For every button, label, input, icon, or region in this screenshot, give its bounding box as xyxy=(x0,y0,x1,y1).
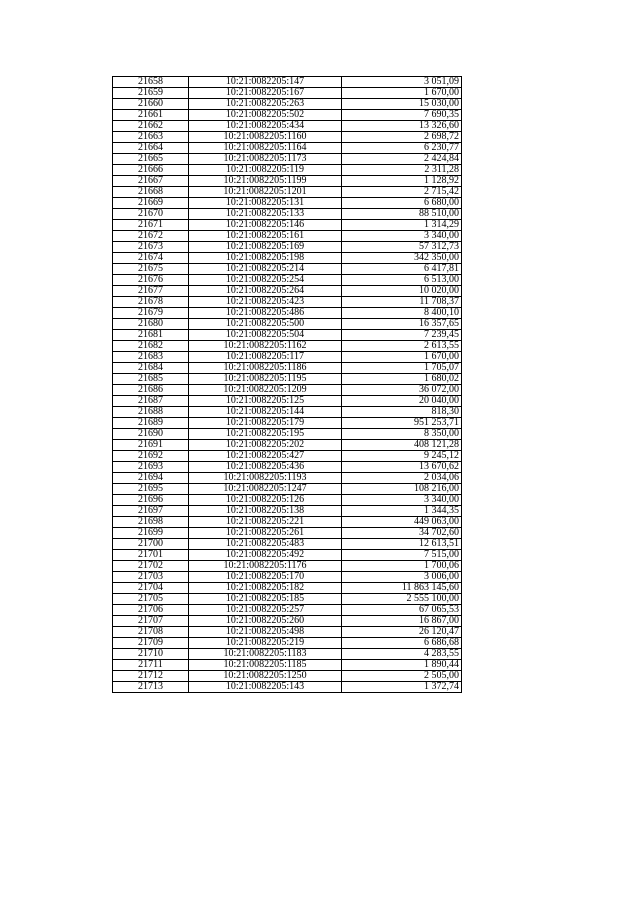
row-number-cell: 21689 xyxy=(113,418,189,429)
cadastral-value-cell: 7 239,45 xyxy=(342,330,462,341)
row-number-cell: 21711 xyxy=(113,660,189,671)
cadastral-value-cell: 1 314,29 xyxy=(342,220,462,231)
cadastral-value-cell: 9 245,12 xyxy=(342,451,462,462)
cadastral-value-cell: 13 326,60 xyxy=(342,121,462,132)
cadastral-value-cell: 8 400,10 xyxy=(342,308,462,319)
table-row xyxy=(113,242,462,253)
row-number-cell: 21665 xyxy=(113,154,189,165)
row-number-cell: 21661 xyxy=(113,110,189,121)
row-number-cell: 21688 xyxy=(113,407,189,418)
cadastral-value-cell: 8 350,00 xyxy=(342,429,462,440)
cadastral-value-cell: 3 006,00 xyxy=(342,572,462,583)
row-number-cell: 21681 xyxy=(113,330,189,341)
row-number-cell: 21678 xyxy=(113,297,189,308)
cadastral-number-cell: 10:21:0082205:504 xyxy=(189,330,342,341)
table-row xyxy=(113,77,462,88)
row-number-cell: 21704 xyxy=(113,583,189,594)
table-row xyxy=(113,660,462,671)
cadastral-number-cell: 10:21:0082205:257 xyxy=(189,605,342,616)
row-number-cell: 21709 xyxy=(113,638,189,649)
table-row xyxy=(113,550,462,561)
row-number-cell: 21698 xyxy=(113,517,189,528)
table-row xyxy=(113,462,462,473)
cadastral-number-cell: 10:21:0082205:219 xyxy=(189,638,342,649)
cadastral-number-cell: 10:21:0082205:131 xyxy=(189,198,342,209)
cadastral-number-cell: 10:21:0082205:117 xyxy=(189,352,342,363)
row-number-cell: 21701 xyxy=(113,550,189,561)
row-number-cell: 21697 xyxy=(113,506,189,517)
table-row xyxy=(113,473,462,484)
row-number-cell: 21682 xyxy=(113,341,189,352)
row-number-cell: 21694 xyxy=(113,473,189,484)
cadastral-value-table xyxy=(112,76,462,693)
cadastral-value-cell: 12 613,51 xyxy=(342,539,462,550)
cadastral-number-cell: 10:21:0082205:500 xyxy=(189,319,342,330)
cadastral-number-cell: 10:21:0082205:1186 xyxy=(189,363,342,374)
table-row xyxy=(113,330,462,341)
cadastral-value-cell: 1 680,02 xyxy=(342,374,462,385)
cadastral-value-cell: 6 680,00 xyxy=(342,198,462,209)
cadastral-number-cell: 10:21:0082205:260 xyxy=(189,616,342,627)
cadastral-value-cell: 6 513,00 xyxy=(342,275,462,286)
cadastral-number-cell: 10:21:0082205:182 xyxy=(189,583,342,594)
cadastral-number-cell: 10:21:0082205:185 xyxy=(189,594,342,605)
cadastral-number-cell: 10:21:0082205:1247 xyxy=(189,484,342,495)
cadastral-number-cell: 10:21:0082205:264 xyxy=(189,286,342,297)
row-number-cell: 21702 xyxy=(113,561,189,572)
table-row xyxy=(113,627,462,638)
row-number-cell: 21663 xyxy=(113,132,189,143)
cadastral-number-cell: 10:21:0082205:125 xyxy=(189,396,342,407)
row-number-cell: 21703 xyxy=(113,572,189,583)
cadastral-value-cell: 6 230,77 xyxy=(342,143,462,154)
cadastral-number-cell: 10:21:0082205:179 xyxy=(189,418,342,429)
table-row xyxy=(113,231,462,242)
cadastral-number-cell: 10:21:0082205:161 xyxy=(189,231,342,242)
cadastral-number-cell: 10:21:0082205:423 xyxy=(189,297,342,308)
table-row xyxy=(113,99,462,110)
row-number-cell: 21670 xyxy=(113,209,189,220)
cadastral-value-cell: 10 020,00 xyxy=(342,286,462,297)
cadastral-number-cell: 10:21:0082205:146 xyxy=(189,220,342,231)
cadastral-value-cell: 15 030,00 xyxy=(342,99,462,110)
cadastral-number-cell: 10:21:0082205:427 xyxy=(189,451,342,462)
cadastral-number-cell: 10:21:0082205:502 xyxy=(189,110,342,121)
cadastral-value-cell: 449 063,00 xyxy=(342,517,462,528)
table-row xyxy=(113,319,462,330)
row-number-cell: 21712 xyxy=(113,671,189,682)
table-row xyxy=(113,583,462,594)
cadastral-value-cell: 2 555 100,00 xyxy=(342,594,462,605)
cadastral-value-cell: 1 344,35 xyxy=(342,506,462,517)
cadastral-number-cell: 10:21:0082205:144 xyxy=(189,407,342,418)
row-number-cell: 21693 xyxy=(113,462,189,473)
cadastral-value-cell: 3 051,09 xyxy=(342,77,462,88)
cadastral-value-cell: 88 510,00 xyxy=(342,209,462,220)
cadastral-number-cell: 10:21:0082205:1193 xyxy=(189,473,342,484)
cadastral-number-cell: 10:21:0082205:254 xyxy=(189,275,342,286)
table-row xyxy=(113,253,462,264)
table-row xyxy=(113,297,462,308)
cadastral-value-cell: 16 867,00 xyxy=(342,616,462,627)
cadastral-value-cell: 2 715,42 xyxy=(342,187,462,198)
cadastral-number-cell: 10:21:0082205:483 xyxy=(189,539,342,550)
cadastral-value-cell: 1 890,44 xyxy=(342,660,462,671)
cadastral-value-cell: 2 034,06 xyxy=(342,473,462,484)
row-number-cell: 21669 xyxy=(113,198,189,209)
row-number-cell: 21666 xyxy=(113,165,189,176)
row-number-cell: 21686 xyxy=(113,385,189,396)
cadastral-number-cell: 10:21:0082205:214 xyxy=(189,264,342,275)
table-row xyxy=(113,572,462,583)
table-row xyxy=(113,154,462,165)
cadastral-value-cell: 1 670,00 xyxy=(342,352,462,363)
table-row xyxy=(113,286,462,297)
row-number-cell: 21706 xyxy=(113,605,189,616)
cadastral-number-cell: 10:21:0082205:1201 xyxy=(189,187,342,198)
row-number-cell: 21671 xyxy=(113,220,189,231)
cadastral-value-cell: 2 505,00 xyxy=(342,671,462,682)
cadastral-value-cell: 7 690,35 xyxy=(342,110,462,121)
table-row xyxy=(113,220,462,231)
table-row xyxy=(113,484,462,495)
cadastral-number-cell: 10:21:0082205:167 xyxy=(189,88,342,99)
cadastral-number-cell: 10:21:0082205:1164 xyxy=(189,143,342,154)
cadastral-value-cell: 1 705,07 xyxy=(342,363,462,374)
table-row xyxy=(113,121,462,132)
table-row xyxy=(113,418,462,429)
table-row xyxy=(113,495,462,506)
row-number-cell: 21696 xyxy=(113,495,189,506)
cadastral-number-cell: 10:21:0082205:169 xyxy=(189,242,342,253)
table-row xyxy=(113,88,462,99)
cadastral-value-cell: 342 350,00 xyxy=(342,253,462,264)
row-number-cell: 21679 xyxy=(113,308,189,319)
cadastral-number-cell: 10:21:0082205:1160 xyxy=(189,132,342,143)
table-row xyxy=(113,352,462,363)
cadastral-number-cell: 10:21:0082205:198 xyxy=(189,253,342,264)
cadastral-number-cell: 10:21:0082205:1250 xyxy=(189,671,342,682)
cadastral-number-cell: 10:21:0082205:434 xyxy=(189,121,342,132)
cadastral-value-cell: 57 312,73 xyxy=(342,242,462,253)
table-row xyxy=(113,649,462,660)
row-number-cell: 21708 xyxy=(113,627,189,638)
table-row xyxy=(113,209,462,220)
row-number-cell: 21662 xyxy=(113,121,189,132)
table-row xyxy=(113,275,462,286)
cadastral-number-cell: 10:21:0082205:1195 xyxy=(189,374,342,385)
cadastral-number-cell: 10:21:0082205:195 xyxy=(189,429,342,440)
cadastral-value-cell: 36 072,00 xyxy=(342,385,462,396)
table-row xyxy=(113,396,462,407)
cadastral-number-cell: 10:21:0082205:261 xyxy=(189,528,342,539)
row-number-cell: 21660 xyxy=(113,99,189,110)
cadastral-number-cell: 10:21:0082205:126 xyxy=(189,495,342,506)
row-number-cell: 21687 xyxy=(113,396,189,407)
table-row xyxy=(113,594,462,605)
cadastral-value-cell: 16 357,65 xyxy=(342,319,462,330)
table-row xyxy=(113,682,462,693)
cadastral-value-cell: 818,30 xyxy=(342,407,462,418)
table-row xyxy=(113,616,462,627)
cadastral-value-cell: 2 698,72 xyxy=(342,132,462,143)
cadastral-number-cell: 10:21:0082205:436 xyxy=(189,462,342,473)
cadastral-number-cell: 10:21:0082205:138 xyxy=(189,506,342,517)
cadastral-number-cell: 10:21:0082205:143 xyxy=(189,682,342,693)
table-row xyxy=(113,198,462,209)
cadastral-value-cell: 11 863 145,60 xyxy=(342,583,462,594)
row-number-cell: 21710 xyxy=(113,649,189,660)
row-number-cell: 21675 xyxy=(113,264,189,275)
row-number-cell: 21673 xyxy=(113,242,189,253)
cadastral-number-cell: 10:21:0082205:1176 xyxy=(189,561,342,572)
cadastral-value-cell: 408 121,28 xyxy=(342,440,462,451)
table-row xyxy=(113,308,462,319)
table-row xyxy=(113,638,462,649)
cadastral-number-cell: 10:21:0082205:1162 xyxy=(189,341,342,352)
row-number-cell: 21664 xyxy=(113,143,189,154)
cadastral-value-cell: 2 613,55 xyxy=(342,341,462,352)
cadastral-number-cell: 10:21:0082205:1199 xyxy=(189,176,342,187)
cadastral-number-cell: 10:21:0082205:498 xyxy=(189,627,342,638)
cadastral-value-cell: 3 340,00 xyxy=(342,231,462,242)
row-number-cell: 21658 xyxy=(113,77,189,88)
row-number-cell: 21672 xyxy=(113,231,189,242)
cadastral-value-cell: 3 340,00 xyxy=(342,495,462,506)
table-row xyxy=(113,528,462,539)
row-number-cell: 21683 xyxy=(113,352,189,363)
row-number-cell: 21685 xyxy=(113,374,189,385)
table-row xyxy=(113,429,462,440)
table-row xyxy=(113,506,462,517)
cadastral-number-cell: 10:21:0082205:1173 xyxy=(189,154,342,165)
row-number-cell: 21668 xyxy=(113,187,189,198)
cadastral-value-cell: 1 128,92 xyxy=(342,176,462,187)
table-row xyxy=(113,110,462,121)
row-number-cell: 21700 xyxy=(113,539,189,550)
row-number-cell: 21667 xyxy=(113,176,189,187)
row-number-cell: 21674 xyxy=(113,253,189,264)
table-row xyxy=(113,143,462,154)
cadastral-number-cell: 10:21:0082205:147 xyxy=(189,77,342,88)
table-row xyxy=(113,605,462,616)
table-row xyxy=(113,517,462,528)
cadastral-number-cell: 10:21:0082205:1209 xyxy=(189,385,342,396)
cadastral-value-cell: 1 700,06 xyxy=(342,561,462,572)
row-number-cell: 21677 xyxy=(113,286,189,297)
cadastral-number-cell: 10:21:0082205:221 xyxy=(189,517,342,528)
table-row xyxy=(113,132,462,143)
table-row xyxy=(113,671,462,682)
cadastral-number-cell: 10:21:0082205:263 xyxy=(189,99,342,110)
row-number-cell: 21690 xyxy=(113,429,189,440)
cadastral-value-cell: 13 670,62 xyxy=(342,462,462,473)
table-row xyxy=(113,539,462,550)
row-number-cell: 21676 xyxy=(113,275,189,286)
cadastral-number-cell: 10:21:0082205:486 xyxy=(189,308,342,319)
table-row xyxy=(113,363,462,374)
row-number-cell: 21659 xyxy=(113,88,189,99)
row-number-cell: 21684 xyxy=(113,363,189,374)
cadastral-value-cell: 67 065,53 xyxy=(342,605,462,616)
table-row xyxy=(113,165,462,176)
cadastral-number-cell: 10:21:0082205:492 xyxy=(189,550,342,561)
row-number-cell: 21691 xyxy=(113,440,189,451)
row-number-cell: 21680 xyxy=(113,319,189,330)
cadastral-number-cell: 10:21:0082205:1183 xyxy=(189,649,342,660)
cadastral-value-cell: 2 311,28 xyxy=(342,165,462,176)
cadastral-number-cell: 10:21:0082205:202 xyxy=(189,440,342,451)
cadastral-value-cell: 951 253,71 xyxy=(342,418,462,429)
cadastral-number-cell: 10:21:0082205:119 xyxy=(189,165,342,176)
cadastral-value-cell: 1 372,74 xyxy=(342,682,462,693)
table-row xyxy=(113,385,462,396)
table-row xyxy=(113,341,462,352)
table-row xyxy=(113,176,462,187)
table-row xyxy=(113,451,462,462)
cadastral-value-cell: 2 424,84 xyxy=(342,154,462,165)
table-row xyxy=(113,264,462,275)
cadastral-value-cell: 108 216,00 xyxy=(342,484,462,495)
row-number-cell: 21699 xyxy=(113,528,189,539)
table-body xyxy=(113,77,462,693)
row-number-cell: 21713 xyxy=(113,682,189,693)
cadastral-value-cell: 20 040,00 xyxy=(342,396,462,407)
table-row xyxy=(113,561,462,572)
cadastral-number-cell: 10:21:0082205:133 xyxy=(189,209,342,220)
cadastral-value-cell: 7 515,00 xyxy=(342,550,462,561)
cadastral-value-cell: 34 702,60 xyxy=(342,528,462,539)
row-number-cell: 21705 xyxy=(113,594,189,605)
cadastral-number-cell: 10:21:0082205:170 xyxy=(189,572,342,583)
cadastral-value-cell: 1 670,00 xyxy=(342,88,462,99)
cadastral-value-cell: 4 283,55 xyxy=(342,649,462,660)
table-row xyxy=(113,440,462,451)
cadastral-value-cell: 6 417,81 xyxy=(342,264,462,275)
cadastral-value-cell: 6 686,68 xyxy=(342,638,462,649)
row-number-cell: 21695 xyxy=(113,484,189,495)
cadastral-number-cell: 10:21:0082205:1185 xyxy=(189,660,342,671)
cadastral-value-cell: 11 708,37 xyxy=(342,297,462,308)
table-row xyxy=(113,407,462,418)
row-number-cell: 21692 xyxy=(113,451,189,462)
row-number-cell: 21707 xyxy=(113,616,189,627)
cadastral-value-cell: 26 120,47 xyxy=(342,627,462,638)
table-row xyxy=(113,187,462,198)
table-row xyxy=(113,374,462,385)
